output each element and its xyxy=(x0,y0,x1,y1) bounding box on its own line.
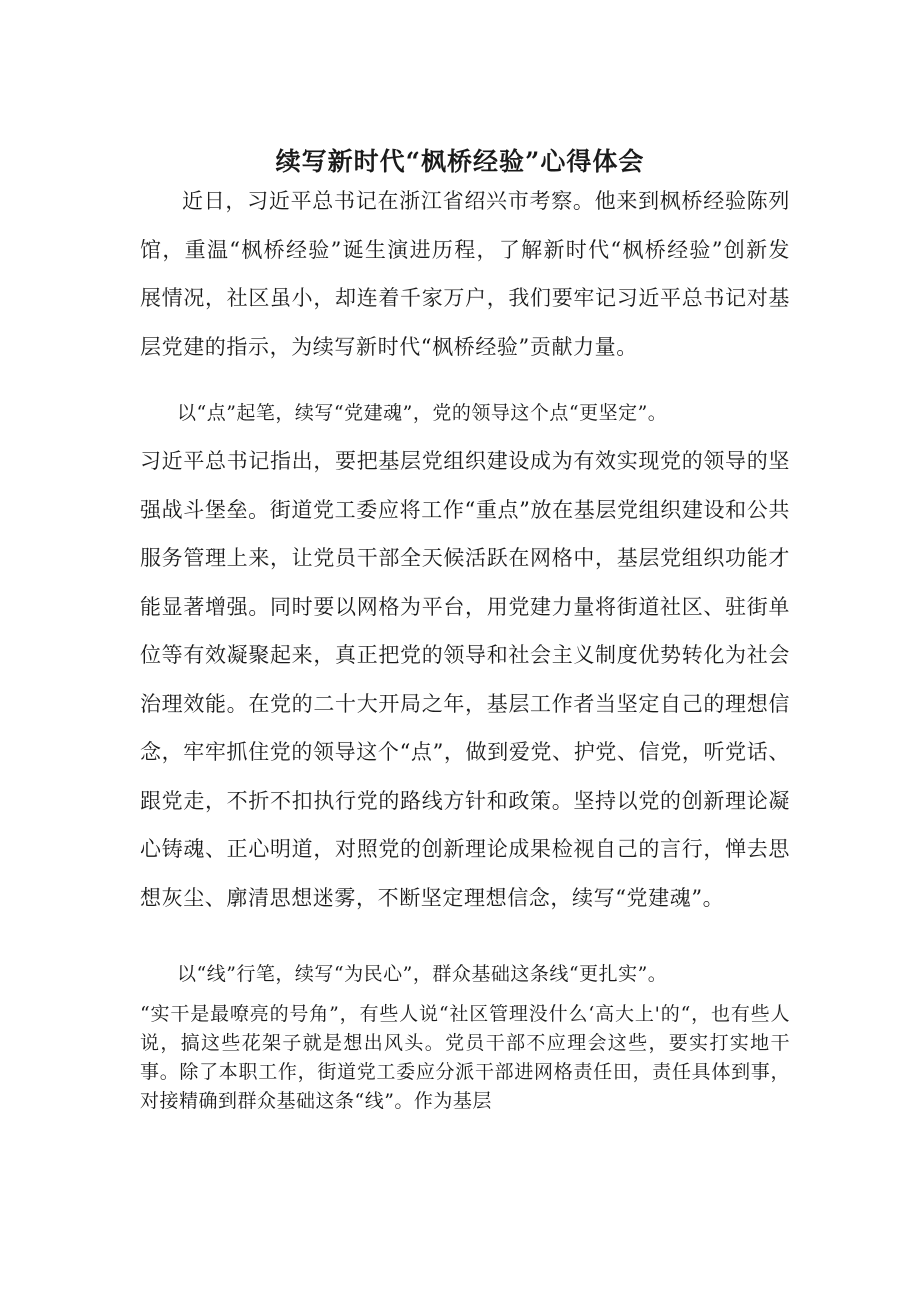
section-2-heading: 以“线”行笔，续写“为民心”，群众基础这条线“更扎实”。 xyxy=(177,963,668,985)
section-1-body: 习近平总书记指出，要把基层党组织建设成为有效实现党的领导的坚强战斗堡垒。街道党工委应将工作“重点”放在基层党组织建设和公共服务管理上来，让党员干部全天候活跃在网格中，基层党组织功能才能显著增强。同时要以网格为平台，用党建力量将街道社区、驻街单位等有效凝聚起来，真正把党的领导和社会主义制度优势转化为社会治理效能。在党的二十大开局之年，基层工作者当坚定自己的理想信念，牢牢抓住党的领导这个“点”，做到爱党、护党、信党，听党话、跟党走，不折不扣执行党的路线方针和政策。坚持以党的创新理论凝心铸魂、正心明道，对照党的创新理论成果检视自己的言行，惮去思想灰尘、廓清思想迷雾，不断坚定理想信念，续写“党建魂”。 xyxy=(140,449,790,910)
document-title: 续写新时代“枫桥经验”心得体会 xyxy=(275,146,645,176)
section-1-heading: 以“点”起笔，续写“党建魂”，党的领导这个点“更坚定”。 xyxy=(177,402,668,424)
section-2-body: “实干是最嘹亮的号角”，有些人说“社区管理没什么‘高大上'的“，也有些人说，搞这些花架子就是想出风头。党员干部不应理会这些，要实打实地干事。除了本职工作，街道党工委应分派干部进网格责任田，责任具体到事，对接精确到群众基础这条“线”。作为基层 xyxy=(140,1003,790,1112)
intro-paragraph: 近日，习近平总书记在浙江省绍兴市考察。他来到枫桥经验陈列馆，重温“枫桥经验”诞生演进历程，了解新时代“枫桥经验”创新发展情况，社区虽小，却连着千家万户，我们要牢记习近平总书记对基层党建的指示，为续写新时代“枫桥经验”贡献力量。 xyxy=(140,189,790,359)
